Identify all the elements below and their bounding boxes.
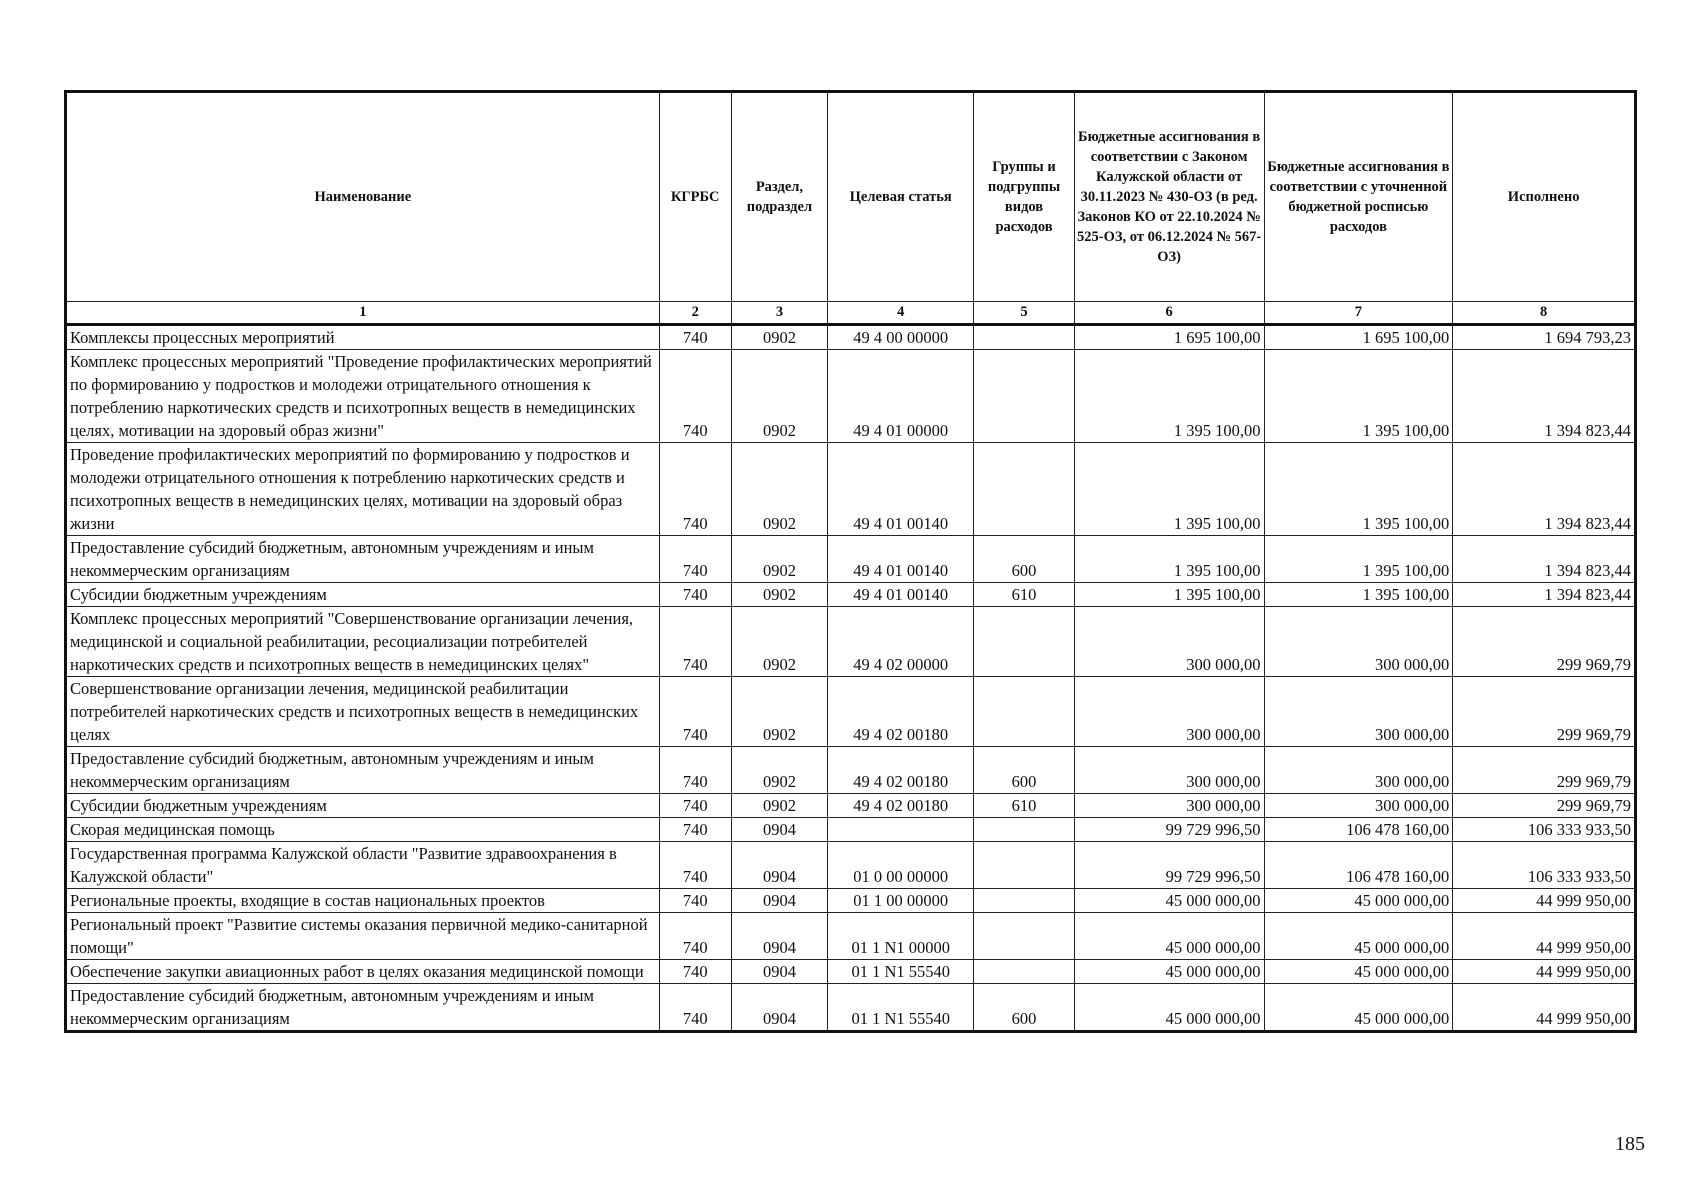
cell-executed: 106 333 933,50 [1453,842,1636,889]
cell-group [974,960,1074,984]
cell-name: Субсидии бюджетным учреждениям [66,794,660,818]
cell-executed: 44 999 950,00 [1453,889,1636,913]
cell-refined-allocation: 45 000 000,00 [1264,913,1453,960]
header-refined-allocations: Бюджетные ассигнования в соответствии с уточненной бюджетной росписью расходов [1264,92,1453,302]
cell-kgrbs: 740 [659,583,731,607]
cell-refined-allocation: 106 478 160,00 [1264,818,1453,842]
cell-group [974,607,1074,677]
cell-refined-allocation: 1 695 100,00 [1264,325,1453,350]
cell-name: Предоставление субсидий бюджетным, автономным учреждениям и иным некоммерческим организациям [66,984,660,1032]
table-row [66,794,1636,818]
cell-target: 01 1 N1 55540 [828,984,974,1032]
cell-section: 0904 [731,889,827,913]
cell-name: Предоставление субсидий бюджетным, автономным учреждениям и иным некоммерческим организациям [66,747,660,794]
cell-target: 49 4 01 00140 [828,536,974,583]
table-row [66,747,1636,794]
cell-law-allocation: 1 395 100,00 [1074,583,1264,607]
table-row [66,842,1636,889]
cell-target: 49 4 01 00000 [828,350,974,443]
table-row [66,607,1636,677]
cell-target: 01 1 N1 00000 [828,913,974,960]
cell-target: 49 4 01 00140 [828,443,974,536]
cell-law-allocation: 99 729 996,50 [1074,818,1264,842]
budget-execution-table [64,90,1637,1033]
cell-kgrbs: 740 [659,677,731,747]
cell-name: Скорая медицинская помощь [66,818,660,842]
cell-law-allocation: 45 000 000,00 [1074,913,1264,960]
table-row [66,677,1636,747]
cell-name: Комплекс процессных мероприятий "Проведение профилактических мероприятий по формированию у подростков и молодежи отрицательного отношения к потреблению наркотических средств и психотропных веществ в немедицинских целях, мотивации на здоровый образ жизни" [66,350,660,443]
cell-executed: 1 394 823,44 [1453,350,1636,443]
cell-group [974,889,1074,913]
cell-law-allocation: 300 000,00 [1074,677,1264,747]
table-row [66,913,1636,960]
cell-group [974,350,1074,443]
cell-group: 610 [974,583,1074,607]
cell-group [974,842,1074,889]
cell-group [974,443,1074,536]
cell-kgrbs: 740 [659,607,731,677]
table-row [66,350,1636,443]
column-number: 5 [974,302,1074,325]
cell-name: Субсидии бюджетным учреждениям [66,583,660,607]
header-groups: Группы и подгруппы видов расходов [974,92,1074,302]
cell-name: Комплекс процессных мероприятий "Совершенствование организации лечения, медицинской и социальной реабилитации, ресоциализации потребителей наркотических средств и психотропных веществ в немедицинских целях" [66,607,660,677]
column-number-row [66,302,1636,325]
cell-refined-allocation: 1 395 100,00 [1264,443,1453,536]
table-row [66,443,1636,536]
cell-kgrbs: 740 [659,350,731,443]
cell-section: 0902 [731,325,827,350]
cell-group [974,913,1074,960]
cell-target: 49 4 02 00180 [828,794,974,818]
cell-section: 0904 [731,913,827,960]
cell-target [828,818,974,842]
cell-law-allocation: 300 000,00 [1074,607,1264,677]
cell-executed: 1 394 823,44 [1453,583,1636,607]
table-row [66,889,1636,913]
header-law-allocations: Бюджетные ассигнования в соответствии с Законом Калужской области от 30.11.2023 № 430-ОЗ (в ред. Законов КО от 22.10.2024 № 525-ОЗ, от 06.12.2024 № 567-ОЗ) [1074,92,1264,302]
table-row [66,960,1636,984]
cell-name: Региональный проект "Развитие системы оказания первичной медико-санитарной помощи" [66,913,660,960]
cell-executed: 1 694 793,23 [1453,325,1636,350]
cell-executed: 44 999 950,00 [1453,984,1636,1032]
cell-section: 0902 [731,607,827,677]
table-row [66,536,1636,583]
header-row [66,92,1636,302]
column-number: 4 [828,302,974,325]
cell-refined-allocation: 45 000 000,00 [1264,984,1453,1032]
cell-refined-allocation: 106 478 160,00 [1264,842,1453,889]
cell-kgrbs: 740 [659,913,731,960]
cell-executed: 299 969,79 [1453,677,1636,747]
cell-refined-allocation: 300 000,00 [1264,607,1453,677]
cell-executed: 44 999 950,00 [1453,913,1636,960]
cell-executed: 106 333 933,50 [1453,818,1636,842]
table-row [66,325,1636,350]
column-number: 8 [1453,302,1636,325]
cell-kgrbs: 740 [659,960,731,984]
cell-law-allocation: 300 000,00 [1074,747,1264,794]
cell-section: 0904 [731,842,827,889]
cell-refined-allocation: 45 000 000,00 [1264,960,1453,984]
cell-section: 0904 [731,818,827,842]
cell-section: 0902 [731,747,827,794]
cell-section: 0902 [731,677,827,747]
cell-section: 0902 [731,583,827,607]
column-number: 7 [1264,302,1453,325]
cell-target: 01 1 00 00000 [828,889,974,913]
cell-group: 600 [974,984,1074,1032]
cell-kgrbs: 740 [659,747,731,794]
cell-target: 49 4 02 00000 [828,607,974,677]
cell-section: 0904 [731,960,827,984]
cell-law-allocation: 45 000 000,00 [1074,984,1264,1032]
cell-refined-allocation: 1 395 100,00 [1264,350,1453,443]
cell-executed: 1 394 823,44 [1453,536,1636,583]
cell-law-allocation: 99 729 996,50 [1074,842,1264,889]
cell-refined-allocation: 1 395 100,00 [1264,536,1453,583]
cell-kgrbs: 740 [659,536,731,583]
cell-section: 0902 [731,794,827,818]
header-target: Целевая статья [828,92,974,302]
header-kgrbs: КГРБС [659,92,731,302]
cell-refined-allocation: 45 000 000,00 [1264,889,1453,913]
cell-law-allocation: 1 395 100,00 [1074,350,1264,443]
cell-group [974,677,1074,747]
cell-section: 0902 [731,536,827,583]
cell-executed: 299 969,79 [1453,747,1636,794]
cell-name: Государственная программа Калужской области "Развитие здравоохранения в Калужской области" [66,842,660,889]
cell-law-allocation: 45 000 000,00 [1074,889,1264,913]
header-name: Наименование [66,92,660,302]
cell-law-allocation: 1 395 100,00 [1074,536,1264,583]
cell-target: 01 1 N1 55540 [828,960,974,984]
cell-group [974,818,1074,842]
cell-kgrbs: 740 [659,818,731,842]
cell-group [974,325,1074,350]
cell-kgrbs: 740 [659,325,731,350]
cell-group: 600 [974,747,1074,794]
cell-law-allocation: 1 695 100,00 [1074,325,1264,350]
cell-kgrbs: 740 [659,889,731,913]
cell-target: 49 4 00 00000 [828,325,974,350]
header-section: Раздел, подраздел [731,92,827,302]
cell-target: 01 0 00 00000 [828,842,974,889]
cell-section: 0904 [731,984,827,1032]
table-row [66,583,1636,607]
cell-refined-allocation: 300 000,00 [1264,747,1453,794]
column-number: 2 [659,302,731,325]
cell-section: 0902 [731,443,827,536]
cell-executed: 299 969,79 [1453,607,1636,677]
cell-kgrbs: 740 [659,794,731,818]
cell-refined-allocation: 300 000,00 [1264,677,1453,747]
page-number: 185 [1615,1133,1645,1155]
cell-kgrbs: 740 [659,984,731,1032]
table-body [66,325,1636,1032]
table-row [66,818,1636,842]
cell-law-allocation: 45 000 000,00 [1074,960,1264,984]
cell-name: Предоставление субсидий бюджетным, автономным учреждениям и иным некоммерческим организациям [66,536,660,583]
cell-kgrbs: 740 [659,842,731,889]
cell-refined-allocation: 300 000,00 [1264,794,1453,818]
cell-kgrbs: 740 [659,443,731,536]
cell-name: Региональные проекты, входящие в состав национальных проектов [66,889,660,913]
column-number: 6 [1074,302,1264,325]
cell-name: Обеспечение закупки авиационных работ в целях оказания медицинской помощи [66,960,660,984]
header-executed: Исполнено [1453,92,1636,302]
cell-section: 0902 [731,350,827,443]
cell-executed: 1 394 823,44 [1453,443,1636,536]
column-number: 3 [731,302,827,325]
cell-group: 600 [974,536,1074,583]
cell-name: Совершенствование организации лечения, медицинской реабилитации потребителей наркотических средств и психотропных веществ в немедицинских целях [66,677,660,747]
column-number: 1 [66,302,660,325]
cell-law-allocation: 300 000,00 [1074,794,1264,818]
table-header [66,92,1636,325]
cell-name: Комплексы процессных мероприятий [66,325,660,350]
cell-executed: 44 999 950,00 [1453,960,1636,984]
cell-refined-allocation: 1 395 100,00 [1264,583,1453,607]
table-row [66,984,1636,1032]
cell-target: 49 4 01 00140 [828,583,974,607]
cell-target: 49 4 02 00180 [828,747,974,794]
cell-executed: 299 969,79 [1453,794,1636,818]
cell-name: Проведение профилактических мероприятий по формированию у подростков и молодежи отрицательного отношения к потреблению наркотических средств и психотропных веществ в немедицинских целях, мотивации на здоровый образ жизни [66,443,660,536]
cell-target: 49 4 02 00180 [828,677,974,747]
cell-law-allocation: 1 395 100,00 [1074,443,1264,536]
cell-group: 610 [974,794,1074,818]
